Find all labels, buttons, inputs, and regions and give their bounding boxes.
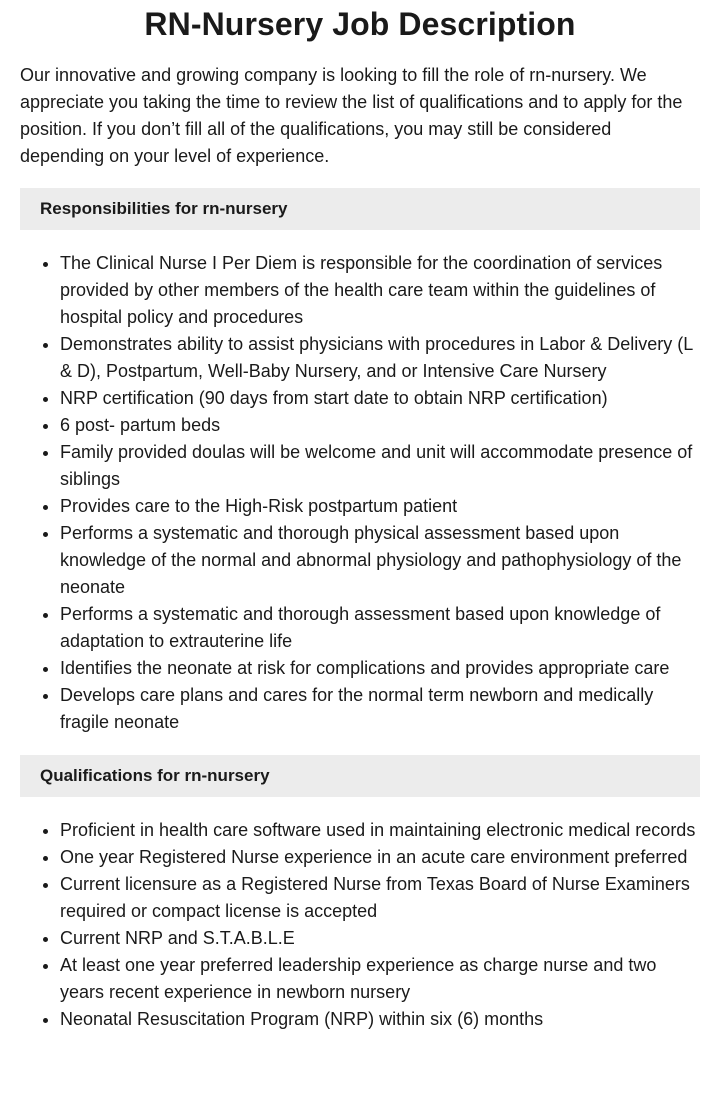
list-item: • Proficient in health care software used in maintaining electronic medical records [60,817,700,844]
list-item: • At least one year preferred leadership experience as charge nurse and two years recent experience in newborn nursery [60,952,700,1006]
list-item: • Provides care to the High-Risk postpartum patient [60,493,700,520]
list-item: • Demonstrates ability to assist physicians with procedures in Labor & Delivery (L & D), Postpartum, Well-Baby Nursery, and or Intensive Care Nursery [60,331,700,385]
page-title: RN-Nursery Job Description [144,6,576,42]
list-item: • NRP certification (90 days from start date to obtain NRP certification) [60,385,700,412]
list-item: • The Clinical Nurse I Per Diem is responsible for the coordination of services provided by other members of the health care team within the guidelines of hospital policy and procedures [60,250,700,331]
responsibilities-list [20,250,700,736]
list-item: • One year Registered Nurse experience in an acute care environment preferred [60,844,700,871]
list-item: • Identifies the neonate at risk for complications and provides appropriate care [60,655,700,682]
qualifications-heading: Qualifications for rn-nursery [20,755,700,797]
list-item: • Current licensure as a Registered Nurse from Texas Board of Nurse Examiners required or compact license is accepted [60,871,700,925]
list-item: • Performs a systematic and thorough assessment based upon knowledge of adaptation to extrauterine life [60,601,700,655]
qualifications-list [20,817,700,1033]
list-item: • Current NRP and S.T.A.B.L.E [60,925,700,952]
intro-paragraph: Our innovative and growing company is looking to fill the role of rn-nursery. We appreciate you taking the time to review the list of qualifications and to apply for the position. If you don’t fill all of the qualifications, you may still be considered depending on your level of experience. [20,65,683,166]
list-item: • Neonatal Resuscitation Program (NRP) within six (6) months [60,1006,700,1033]
list-item: • Family provided doulas will be welcome and unit will accommodate presence of siblings [60,439,700,493]
list-item: • Develops care plans and cares for the normal term newborn and medically fragile neonate [60,682,700,736]
list-item: • Performs a systematic and thorough physical assessment based upon knowledge of the normal and abnormal physiology and pathophysiology of the neonate [60,520,700,601]
responsibilities-heading: Responsibilities for rn-nursery [20,188,700,230]
list-item: • 6 post- partum beds [60,412,700,439]
